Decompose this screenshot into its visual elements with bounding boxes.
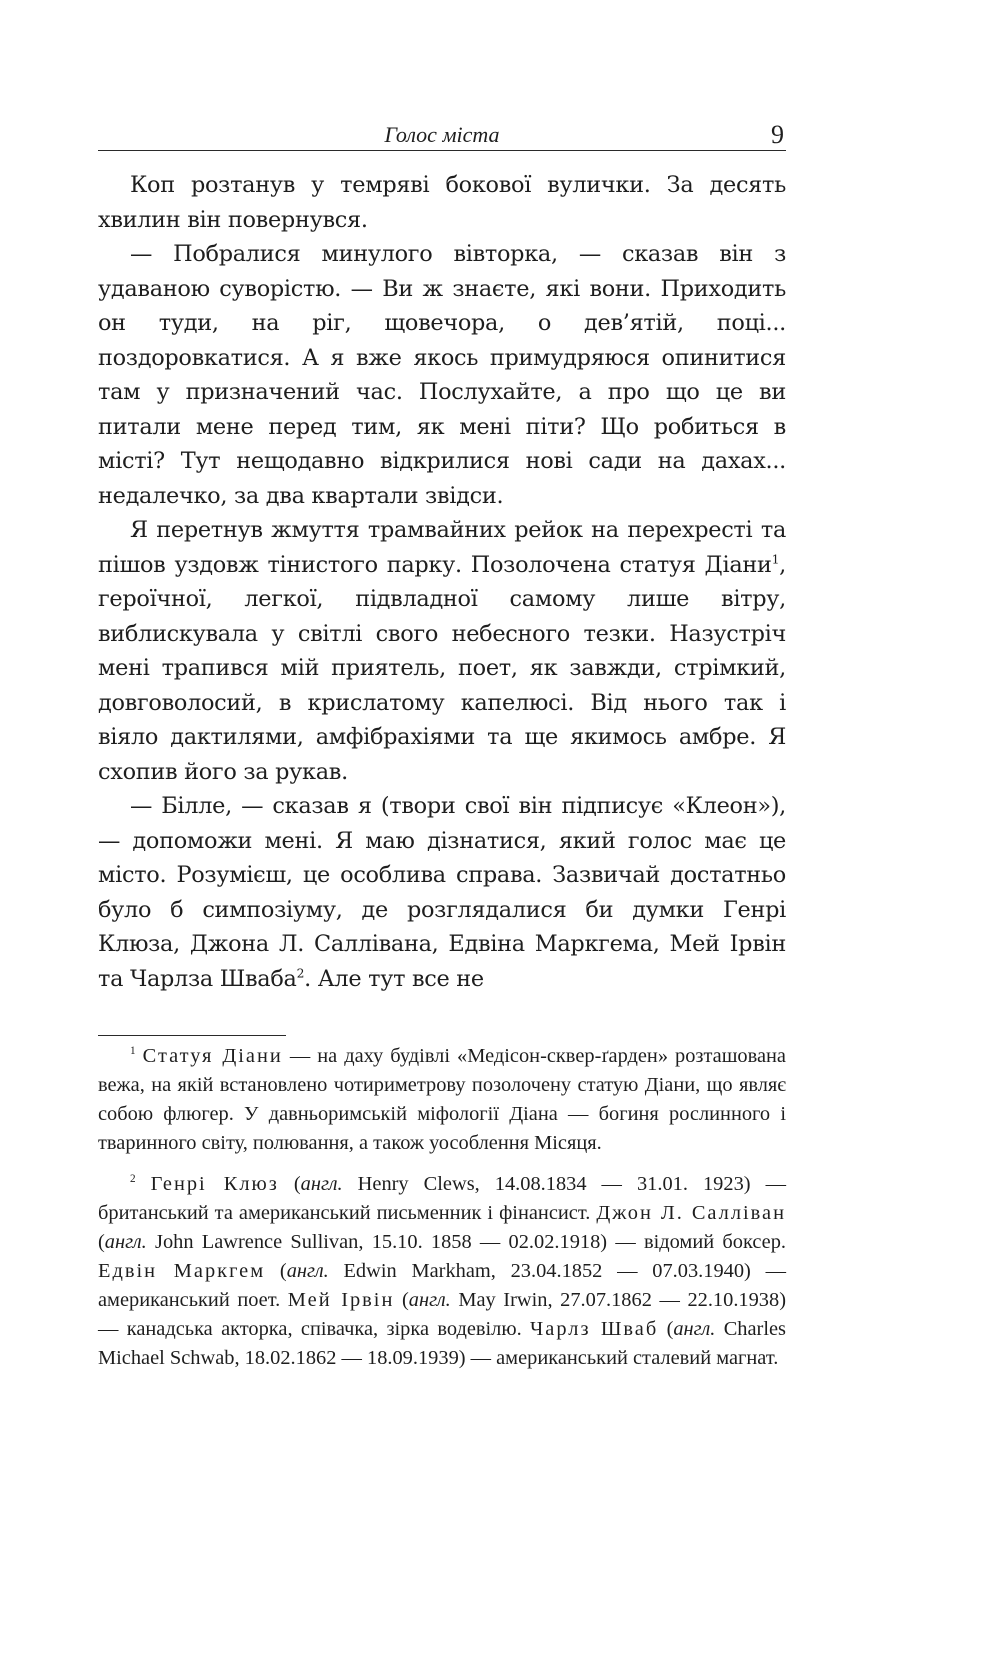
footnote-2-lang-2: англ. xyxy=(104,1231,147,1253)
footnote-2-text-2: Henry Clews, 14.08.1834 — 31.01. 1923) — британський та американський письменник і фінансист. xyxy=(98,1173,786,1224)
footnote-2-text-8: May Irwin, 27.07.1862 — 22.10.1938) — канадська акторка, співачка, зірка водевілю. xyxy=(98,1289,786,1340)
footnote-2-lang-5: англ. xyxy=(673,1318,716,1340)
footnote-2-text-5: ( xyxy=(265,1260,287,1282)
footnote-ref-2: 2 xyxy=(296,965,305,980)
paragraph-4-text-b: . Але тут все не xyxy=(304,965,484,992)
footnote-2-term-schwab: Чарлз Шваб xyxy=(530,1318,659,1340)
footnotes xyxy=(98,1042,786,1373)
footnote-ref-1: 1 xyxy=(771,551,780,566)
footnote-2-text-10: Charles Michael Schwab, 18.02.1862 — 18.09.1939) — американський сталевий магнат. xyxy=(98,1318,786,1369)
paragraph-4-text-a: — Білле, — сказав я (твори свої він підписує «Клеон»), — допоможи мені. Я маю дізнатися, який голос має це місто. Розумієш, це особлива справа. Зазвичай достатньо було б симпозіуму, де розглядалися би думки Генрі Клюза, Джона Л. Саллівана, Едвіна Маркгема, Мей Ірвін та Чарлза Шваба xyxy=(98,793,786,992)
footnote-1-marker: 1 xyxy=(130,1045,136,1058)
main-text xyxy=(98,168,786,996)
footnote-2-text-4: John Lawrence Sullivan, 15.10. 1858 — 02.02.1918) — відомий боксер. xyxy=(146,1231,786,1253)
footnote-2-text-6: Edwin Markham, 23.04.1852 — 07.03.1940) — американський поет. xyxy=(98,1260,787,1311)
footnote-1 xyxy=(98,1042,786,1158)
paragraph-3-text-b: , героїчної, легкої, підвладної самому лише вітру, виблискувала у світлі свого небесного тезки. Назустріч мені трапився мій приятель, поет, як завжди, стрімкий, довговолосий, в крислатому капелюсі. Від нього так і віяло дактилями, амфібрахіями та ще якимось амбре. Я схопив його за рукав. xyxy=(98,551,786,785)
footnote-2-lang-1: англ. xyxy=(300,1173,343,1195)
footnote-1-text: — на даху будівлі «Медісон-сквер-ґарден» розташована вежа, на якій встановлено чотириметрову позолочену статую Діани, що являє собою флюгер. У давньоримській міфології Діана — богиня рослинного і тваринного світу, полювання, а також уособлення Місяця. xyxy=(98,1045,786,1154)
footnote-2-text-9: ( xyxy=(658,1318,674,1340)
footnote-2-lang-4: англ. xyxy=(408,1289,451,1311)
paragraph-3 xyxy=(98,513,786,789)
footnote-2-text-7: ( xyxy=(394,1289,409,1311)
paragraph-3-text-a: Я перетнув жмуття трамвайних рейок на перехресті та пішов уздовж тінистого парку. Позолочена статуя Діани xyxy=(98,517,786,578)
paragraph-4 xyxy=(98,789,786,996)
footnote-2-term-irwin: Мей Ірвін xyxy=(287,1289,395,1311)
footnote-divider xyxy=(98,1035,286,1036)
footnote-2-text-3: ( xyxy=(98,1231,105,1253)
footnote-1-term: Статуя Діани xyxy=(142,1045,283,1067)
running-title: Голос міста xyxy=(384,122,500,147)
footnote-2-term-sullivan: Джон Л. Салліван xyxy=(596,1202,786,1224)
footnote-2-term-markham: Едвін Маркгем xyxy=(98,1260,266,1282)
footnote-2-text-1: ( xyxy=(278,1173,301,1195)
footnote-2-term-clews: Генрі Клюз xyxy=(150,1173,279,1195)
footnote-2-lang-3: англ. xyxy=(286,1260,329,1282)
footnote-2-marker: 2 xyxy=(130,1173,136,1186)
footnote-2 xyxy=(98,1170,786,1373)
paragraph-1: Коп розтанув у темряві бокової вулички. За десять хвилин він повернувся. xyxy=(98,172,786,233)
page-number: 9 xyxy=(771,120,784,149)
paragraph-2: — Побралися минулого вівторка, — сказав він з удаваною суворістю. — Ви ж знаєте, які вони. Приходить он туди, на ріг, щовечора, о дев’ятій, поці... поздоровкатися. А я вже якось примудряюся опинитися там у призначений час. Послухайте, а про що це ви питали мене перед тим, як мені піти? Що робиться в місті? Тут нещодавно відкрилися нові сади на дахах... недалечко, за два квартали звідси. xyxy=(98,241,786,509)
running-head xyxy=(98,122,786,151)
